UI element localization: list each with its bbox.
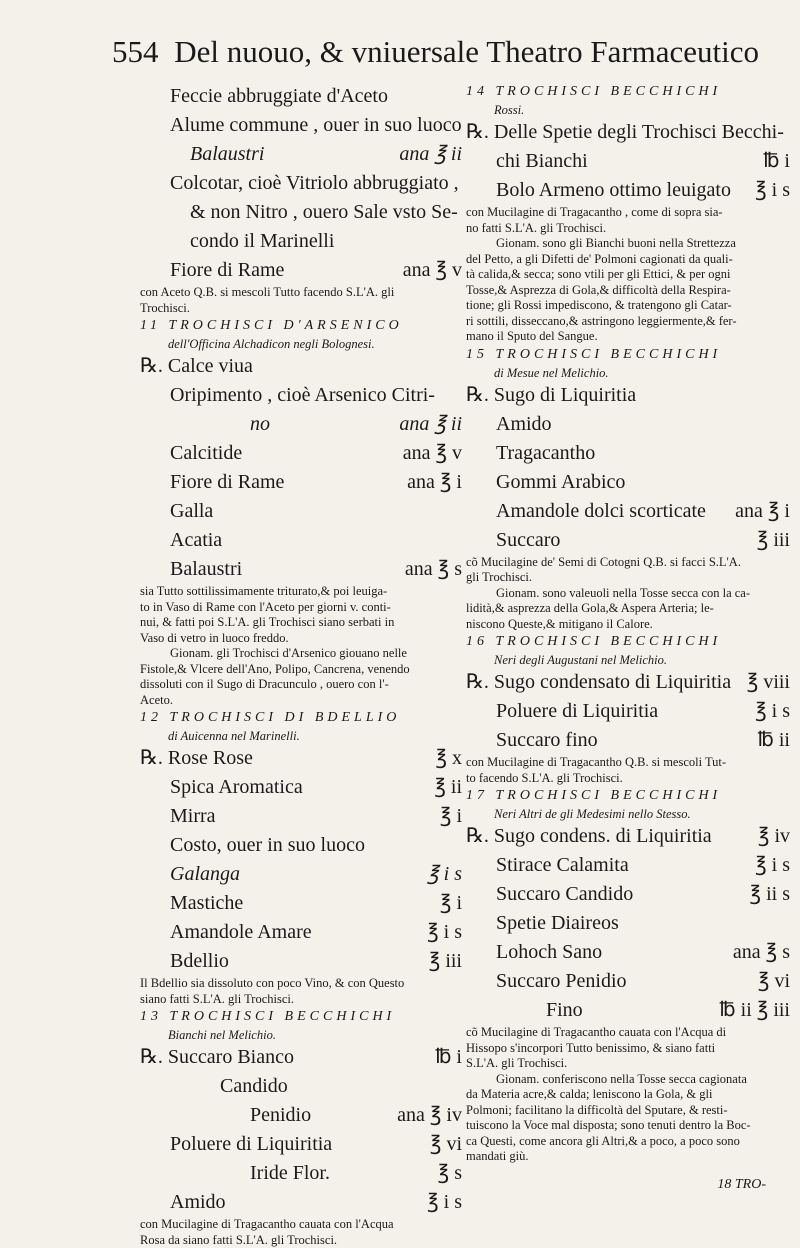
line-text: Feccie abbruggiate d'Aceto <box>170 85 388 107</box>
line-text: ℞. Calce viua <box>140 355 253 377</box>
line-text: ℞. Sugo condensato di Liquiritia <box>466 671 731 693</box>
left-column-line <box>140 227 462 256</box>
right-column-line <box>466 851 790 880</box>
line-text: Tosse,& Asprezza di Gola,& difficoltà della Respira- <box>466 283 731 297</box>
line-text: cõ Mucilagine di Tragacantho cauata con l'Acqua di <box>466 1025 726 1039</box>
line-text: ℞. Succaro Bianco <box>140 1046 294 1068</box>
right-column-line <box>466 236 790 252</box>
left-column <box>140 82 462 1248</box>
left-column-line <box>140 439 462 468</box>
line-text: Gionam. conferiscono nella Tosse secca cagionata <box>496 1072 747 1086</box>
line-text: chi Bianchi <box>496 150 588 172</box>
catchword: 18 TRO- <box>717 1177 766 1193</box>
dosage-quantity: ℔ ii <box>758 726 790 755</box>
right-column-line <box>466 267 790 283</box>
line-text: nui, & fatti poi S.L'A. gli Trochisci siano serbati in <box>140 615 394 629</box>
right-column-line <box>466 252 790 268</box>
dosage-quantity: ℥ ii s <box>750 880 790 909</box>
line-text: Hissopo s'incorpori Tutto benissimo, & siano fatti <box>466 1041 715 1055</box>
right-column-line <box>466 497 790 526</box>
right-column-line <box>466 329 790 345</box>
dosage-quantity: ℥ vi <box>758 967 790 996</box>
left-column-line <box>140 381 462 410</box>
line-text: Neri Altri de gli Medesimi nello Stesso. <box>494 807 691 821</box>
right-column-line <box>466 786 790 806</box>
right-column-line <box>466 176 790 205</box>
right-column-line <box>466 755 790 771</box>
right-column-line <box>466 1118 790 1134</box>
line-text: Iride Flor. <box>250 1162 330 1184</box>
right-column-line <box>466 668 790 697</box>
left-column-line <box>140 1188 462 1217</box>
dosage-quantity: ℔ ii ℥ iii <box>719 996 790 1025</box>
line-text: Succaro Candido <box>496 883 633 905</box>
dosage-quantity: ℥ iii <box>429 947 462 976</box>
right-column-line <box>466 410 790 439</box>
line-text: ℞. Sugo di Liquiritia <box>466 384 636 406</box>
left-column-line <box>140 316 462 336</box>
line-text: Calcitide <box>170 442 242 464</box>
right-column <box>466 82 790 1165</box>
right-column-line <box>466 938 790 967</box>
line-text: Succaro fino <box>496 729 598 751</box>
line-text: & non Nitro , ouero Sale vsto Se- <box>190 201 458 223</box>
left-column-line <box>140 708 462 728</box>
line-text: 15 TROCHISCI BECCHICHI <box>466 347 721 362</box>
line-text: Balaustri <box>170 558 242 580</box>
line-text: Galla <box>170 500 213 522</box>
left-column-line <box>140 410 462 439</box>
dosage-quantity: ℥ iii <box>757 526 790 555</box>
line-text: Amandole Amare <box>170 921 312 943</box>
line-text: Stirace Calamita <box>496 854 629 876</box>
left-column-line <box>140 336 462 352</box>
line-text: tuiscono la Voce mal disposta; sono tenuti dentro la Boc- <box>466 1118 751 1132</box>
line-text: to in Vaso di Rame con l'Aceto per giorni v. conti- <box>140 600 391 614</box>
left-column-line <box>140 1043 462 1072</box>
left-column-line <box>140 831 462 860</box>
line-text: 12 TROCHISCI DI BDELLIO <box>140 710 400 725</box>
line-text: gli Trochisci. <box>466 570 532 584</box>
line-text: da Materia acre,& calda; leniscono la Gola, & gli <box>466 1087 712 1101</box>
left-column-line <box>140 976 462 992</box>
left-column-line <box>140 555 462 584</box>
right-column-line <box>466 1134 790 1150</box>
right-column-line <box>466 1025 790 1041</box>
right-column-line <box>466 570 790 586</box>
right-column-line <box>466 314 790 330</box>
right-column-line <box>466 381 790 410</box>
line-text: Aceto. <box>140 693 173 707</box>
dosage-quantity: ana ℥ s <box>733 938 790 967</box>
line-text: Galanga <box>170 863 240 885</box>
left-column-line <box>140 352 462 381</box>
right-column-line <box>466 468 790 497</box>
line-text: to facendo S.L'A. gli Trochisci. <box>466 771 623 785</box>
line-text: Colcotar, cioè Vitriolo abbruggiato , <box>170 172 459 194</box>
left-column-line <box>140 918 462 947</box>
dosage-quantity: ana ℥ s <box>405 555 462 584</box>
dosage-quantity: ana ℥ i <box>735 497 790 526</box>
line-text: Mastiche <box>170 892 243 914</box>
line-text: Fiore di Rame <box>170 259 284 281</box>
left-column-line <box>140 1072 462 1101</box>
left-column-line <box>140 497 462 526</box>
dosage-quantity: ana ℥ iv <box>397 1101 462 1130</box>
left-column-line <box>140 600 462 616</box>
line-text: Gionam. sono gli Bianchi buoni nella Strettezza <box>496 236 736 250</box>
left-column-line <box>140 1130 462 1159</box>
dosage-quantity: ana ℥ ii <box>399 140 462 169</box>
line-text: Oripimento , cioè Arsenico Citri- <box>170 384 435 406</box>
line-text: Succaro Penidio <box>496 970 627 992</box>
left-column-line <box>140 1027 462 1043</box>
dosage-quantity: ℥ vi <box>430 1130 462 1159</box>
dosage-quantity: ana ℥ ii <box>399 410 462 439</box>
right-column-line <box>466 806 790 822</box>
line-text: niscono Queste,& mitigano il Calore. <box>466 617 653 631</box>
right-column-line <box>466 283 790 299</box>
dosage-quantity: ana ℥ v <box>403 439 462 468</box>
right-column-line <box>466 652 790 668</box>
left-column-line <box>140 773 462 802</box>
line-text: Trochisci. <box>140 301 190 315</box>
left-column-line <box>140 198 462 227</box>
line-text: di Mesue nel Melichio. <box>494 366 609 380</box>
line-text: Gionam. sono valeuoli nella Tosse secca con la ca- <box>496 586 750 600</box>
line-text: di Auicenna nel Marinelli. <box>168 729 300 743</box>
line-text: Fino <box>546 999 583 1021</box>
right-column-line <box>466 298 790 314</box>
dosage-quantity: ℥ s <box>438 1159 462 1188</box>
right-column-line <box>466 82 790 102</box>
dosage-quantity: ℥ viii <box>747 668 790 697</box>
right-column-line <box>466 697 790 726</box>
page-number: 554 <box>112 34 159 69</box>
line-text: Penidio <box>250 1104 311 1126</box>
dosage-quantity: ℥ x <box>435 744 462 773</box>
line-text: dell'Officina Alchadicon negli Bolognesi. <box>168 337 375 351</box>
line-text: Succaro <box>496 529 560 551</box>
left-column-line <box>140 802 462 831</box>
left-column-line <box>140 992 462 1008</box>
right-column-line <box>466 205 790 221</box>
dosage-quantity: ℥ i s <box>755 697 790 726</box>
line-text: mano il Sputo del Sangue. <box>466 329 598 343</box>
left-column-line <box>140 1217 462 1233</box>
right-column-line <box>466 439 790 468</box>
left-column-line <box>140 662 462 678</box>
line-text: ℞. Sugo condens. di Liquiritia <box>466 825 712 847</box>
dosage-quantity: ℥ i s <box>427 1188 462 1217</box>
left-column-line <box>140 744 462 773</box>
line-text: Polmoni; facilitano la difficoltà del Sputare, & resti- <box>466 1103 728 1117</box>
left-column-line <box>140 169 462 198</box>
line-text: del Petto, a gli Difetti de' Polmoni cagionati da quali- <box>466 252 733 266</box>
line-text: ri sottili, disseccano,& astringono leggiermente,& fer- <box>466 314 737 328</box>
left-column-line <box>140 677 462 693</box>
line-text: Vaso di vetro in luoco freddo. <box>140 631 289 645</box>
line-text: Candido <box>220 1075 288 1097</box>
left-column-line <box>140 301 462 317</box>
left-column-line <box>140 1101 462 1130</box>
dosage-quantity: ℥ i s <box>755 176 790 205</box>
left-column-line <box>140 615 462 631</box>
right-column-line <box>466 880 790 909</box>
line-text: 11 TROCHISCI D'ARSENICO <box>140 318 403 333</box>
line-text: Lohoch Sano <box>496 941 602 963</box>
right-column-line <box>466 822 790 851</box>
line-text: Alume commune , ouer in suo luoco <box>170 114 462 136</box>
left-column-line <box>140 1233 462 1248</box>
line-text: Fistole,& Vlcere dell'Ano, Polipo, Cancrena, venendo <box>140 662 410 676</box>
page-header <box>112 34 792 70</box>
line-text: Il Bdellio sia dissoluto con poco Vino, & con Questo <box>140 976 404 990</box>
left-column-line <box>140 140 462 169</box>
dosage-quantity: ℥ i <box>440 802 462 831</box>
line-text: Neri degli Augustani nel Melichio. <box>494 653 667 667</box>
line-text: Balaustri <box>190 143 264 165</box>
line-text: tione; gli Rossi impediscono, & tratengono gli Catar- <box>466 298 732 312</box>
right-column-line <box>466 726 790 755</box>
right-column-line <box>466 586 790 602</box>
line-text: Rossi. <box>494 103 524 117</box>
right-column-line <box>466 147 790 176</box>
line-text: Mirra <box>170 805 216 827</box>
line-text: condo il Marinelli <box>190 230 334 252</box>
line-text: Spica Aromatica <box>170 776 303 798</box>
left-column-line <box>140 693 462 709</box>
right-column-line <box>466 996 790 1025</box>
line-text: Bianchi nel Melichio. <box>168 1028 276 1042</box>
left-column-line <box>140 256 462 285</box>
line-text: 17 TROCHISCI BECCHICHI <box>466 788 721 803</box>
line-text: Acatia <box>170 529 222 551</box>
line-text: con Mucilagine di Tragacantho Q.B. si mescoli Tut- <box>466 755 726 769</box>
dosage-quantity: ℥ ii <box>434 773 462 802</box>
left-column-line <box>140 889 462 918</box>
line-text: S.L'A. gli Trochisci. <box>466 1056 567 1070</box>
dosage-quantity: ℥ i s <box>427 860 462 889</box>
right-column-line <box>466 118 790 147</box>
right-column-line <box>466 967 790 996</box>
line-text: Rosa da siano fatti S.L'A. gli Trochisci. <box>140 1233 337 1247</box>
dosage-quantity: ℔ i <box>435 1043 462 1072</box>
right-column-line <box>466 1072 790 1088</box>
line-text: mandati giù. <box>466 1149 529 1163</box>
line-text: Fiore di Rame <box>170 471 284 493</box>
line-text: con Mucilagine di Tragacantho , come di sopra sia- <box>466 205 723 219</box>
right-column-line <box>466 909 790 938</box>
dosage-quantity: ℥ i s <box>755 851 790 880</box>
right-column-line <box>466 632 790 652</box>
right-column-line <box>466 365 790 381</box>
left-column-line <box>140 860 462 889</box>
left-column-line <box>140 285 462 301</box>
right-column-line <box>466 601 790 617</box>
line-text: 13 TROCHISCI BECCHICHI <box>140 1009 395 1024</box>
line-text: con Aceto Q.B. si mescoli Tutto facendo S.L'A. gli <box>140 285 394 299</box>
left-column-line <box>140 526 462 555</box>
right-column-line <box>466 345 790 365</box>
right-column-line <box>466 102 790 118</box>
line-text: Gionam. gli Trochisci d'Arsenico giouano nelle <box>170 646 407 660</box>
line-text: no <box>250 413 270 435</box>
running-title: Del nuouo, & vniuersale Theatro Farmaceutico <box>174 34 759 69</box>
line-text: ℞. Rose Rose <box>140 747 253 769</box>
line-text: no fatti S.L'A. gli Trochisci. <box>466 221 606 235</box>
left-column-line <box>140 468 462 497</box>
dosage-quantity: ℥ i s <box>427 918 462 947</box>
line-text: Poluere di Liquiritia <box>496 700 658 722</box>
left-column-line <box>140 111 462 140</box>
dosage-quantity: ℥ i <box>440 889 462 918</box>
right-column-line <box>466 1087 790 1103</box>
line-text: Amido <box>170 1191 226 1213</box>
line-text: Bdellio <box>170 950 229 972</box>
line-text: Bolo Armeno ottimo leuigato <box>496 179 731 201</box>
right-column-line <box>466 771 790 787</box>
line-text: sia Tutto sottilissimamente triturato,& poi leuiga- <box>140 584 387 598</box>
line-text: lidità,& asprezza della Gola,& Aspera Arteria; le- <box>466 601 714 615</box>
line-text: Poluere di Liquiritia <box>170 1133 332 1155</box>
right-column-line <box>466 1041 790 1057</box>
dosage-quantity: ℔ i <box>763 147 790 176</box>
right-column-line <box>466 526 790 555</box>
right-column-line <box>466 1056 790 1072</box>
line-text: cõ Mucilagine de' Semi di Cotogni Q.B. si facci S.L'A. <box>466 555 741 569</box>
line-text: dissoluti con il Sugo di Dracunculo , ouero con l'- <box>140 677 389 691</box>
left-column-line <box>140 728 462 744</box>
right-column-line <box>466 1149 790 1165</box>
line-text: 16 TROCHISCI BECCHICHI <box>466 634 721 649</box>
left-column-line <box>140 646 462 662</box>
left-column-line <box>140 82 462 111</box>
line-text: 14 TROCHISCI BECCHICHI <box>466 84 721 99</box>
right-column-line <box>466 221 790 237</box>
line-text: Amandole dolci scorticate <box>496 500 706 522</box>
left-column-line <box>140 1007 462 1027</box>
line-text: Amido <box>496 413 552 435</box>
right-column-line <box>466 555 790 571</box>
dosage-quantity: ℥ iv <box>758 822 790 851</box>
right-column-line <box>466 1103 790 1119</box>
line-text: ℞. Delle Spetie degli Trochisci Becchi- <box>466 121 784 143</box>
line-text: Spetie Diaireos <box>496 912 619 934</box>
line-text: siano fatti S.L'A. gli Trochisci. <box>140 992 294 1006</box>
line-text: Tragacantho <box>496 442 595 464</box>
line-text: con Mucilagine di Tragacantho cauata con l'Acqua <box>140 1217 394 1231</box>
left-column-line <box>140 947 462 976</box>
left-column-line <box>140 584 462 600</box>
line-text: tà calida,& secca; sono vtili per gli Ettici, & per ogni <box>466 267 731 281</box>
left-column-line <box>140 631 462 647</box>
line-text: Costo, ouer in suo luoco <box>170 834 365 856</box>
left-column-line <box>140 1159 462 1188</box>
line-text: ca Questi, come ancora gli Altri,& a poco, a poco sono <box>466 1134 740 1148</box>
right-column-line <box>466 617 790 633</box>
line-text: Gommi Arabico <box>496 471 625 493</box>
dosage-quantity: ana ℥ v <box>403 256 462 285</box>
dosage-quantity: ana ℥ i <box>407 468 462 497</box>
